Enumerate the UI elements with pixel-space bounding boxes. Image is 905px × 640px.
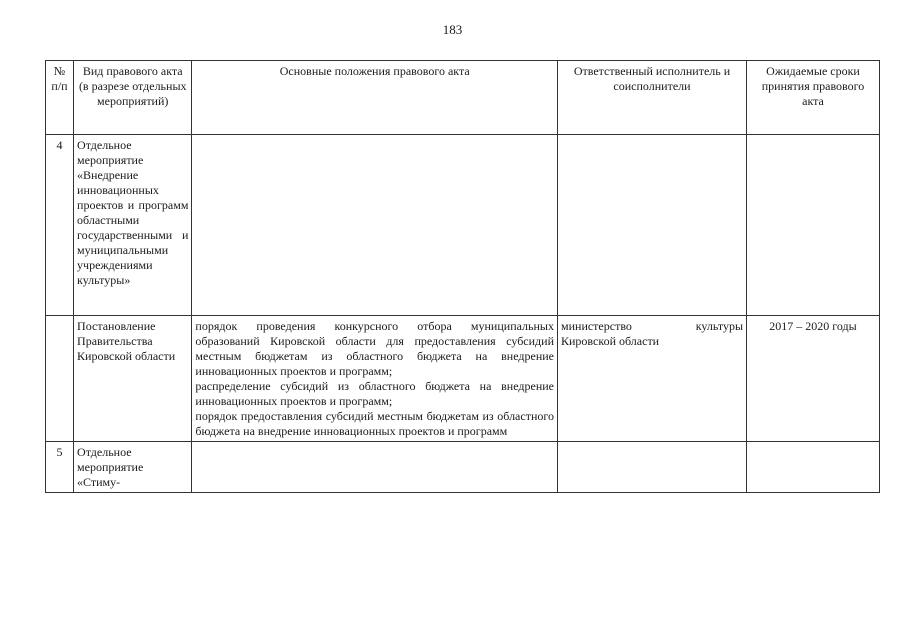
measure-5-provisions-empty — [192, 442, 558, 493]
provision-item: порядок проведения конкурсного отбора муниципальных образований Кировской области для предоставления субсидий местным бюджетам из областного бюджета на внедрение инновационных проектов и программ; — [195, 319, 554, 378]
table-header-row — [46, 61, 880, 135]
measure-5-responsible-empty — [558, 442, 747, 493]
header-provisions: Основные положения правового акта — [192, 61, 558, 135]
responsible-rest: Кировской области — [561, 334, 660, 348]
measure-4-title: Отдельное мероприятие «Внедрение инновационных проектов и программ областными государственными и муниципальными учреждениями культуры» — [74, 135, 192, 316]
measure-4-number: 4 — [46, 135, 74, 316]
responsible-word1: министерство — [561, 319, 632, 333]
measure-5-number: 5 — [46, 442, 74, 493]
provision-item: порядок предоставления субсидий местным бюджетам из областного бюджета на внедрение инновационных проектов и программ — [195, 409, 554, 438]
measure-4-deadline-empty — [747, 135, 880, 316]
page-number: 183 — [442, 22, 463, 37]
header-num: № п/п — [46, 61, 74, 135]
act-deadline: 2017 – 2020 годы — [747, 316, 880, 442]
provision-item: распределение субсидий из областного бюджета на внедрение инновационных проектов и программ; — [195, 379, 554, 408]
act-provisions — [192, 316, 558, 442]
table-row-measure-5 — [46, 442, 880, 493]
header-responsible: Ответственный исполнитель и соисполнители — [558, 61, 747, 135]
measure-5-title: Отдельное мероприятие «Стиму- — [74, 442, 192, 493]
table-row-act — [46, 316, 880, 442]
measure-4-responsible-empty — [558, 135, 747, 316]
table-row-measure-4 — [46, 135, 880, 316]
measure-5-deadline-empty — [747, 442, 880, 493]
act-responsible — [558, 316, 747, 442]
measure-4-provisions-empty — [192, 135, 558, 316]
responsible-word2: культуры — [695, 319, 744, 333]
act-number-empty — [46, 316, 74, 442]
header-act-kind: Вид правового акта (в разрезе отдельных мероприятий) — [74, 61, 192, 135]
header-deadline: Ожидаемые сроки принятия правового акта — [747, 61, 880, 135]
legal-acts-table — [45, 60, 880, 493]
act-kind: Постановление Правительства Кировской области — [74, 316, 192, 442]
